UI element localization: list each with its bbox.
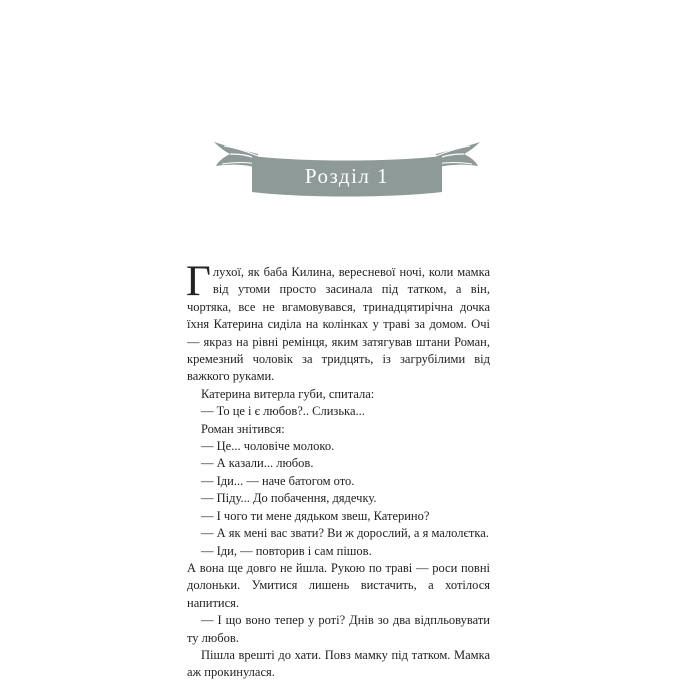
chapter-title: Розділ 1 [304,164,390,188]
paragraph-5: — Це... чоловіче молоко. [201,439,335,454]
paragraph-6: — А казали... любов. [201,456,314,471]
chapter-banner [212,134,482,204]
paragraph-4: Роман знітився: [201,421,285,436]
paragraph-8: — Піду... До побачення, дядечку. [201,491,377,506]
paragraph-13: — І що воно тепер у роті? Днів зо два відпльовувати ту любов. [187,613,490,645]
paragraph-9: — І чого ти мене дядьком звеш, Катерино? [201,508,430,523]
paragraph-1 [186,258,490,386]
drop-cap: Г [186,258,211,305]
paragraph-14: Пішла врешті до хати. Повз мамку під татком. Мамка аж прокинулася. [187,647,490,680]
chapter-text [186,258,490,682]
paragraph-10: — А як мені вас звати? Ви ж дорослий, а я малолєтка. [201,526,489,541]
paragraph-7: — Іди... — наче батогом ото. [201,473,355,488]
paragraph-3: — То це і є любов?.. Слизька... [201,404,365,419]
paragraph-text: лухої, як баба Килина, вересневої ночі, коли мамка від утоми просто засинала під татком, а він, чортяка, все не вгамовувався, тринадцятирічна дочка їхня Катерина сиділа на колінках у траві за домом. Очі — якраз на рівні ремінця, яким затягував штани Роман, кремезний чоловік за тридцять, із загрубілими від важкого руками. [187,265,490,384]
paragraph-2: Катерина витерла губи, спитала: [201,386,375,401]
paragraph-12: А вона ще довго не йшла. Рукою по траві — роси повні долоньки. Умитися лишень вистачить, а хотілося напитися. [187,560,490,610]
paragraph-11: — Іди, — повторив і сам пішов. [201,543,372,558]
